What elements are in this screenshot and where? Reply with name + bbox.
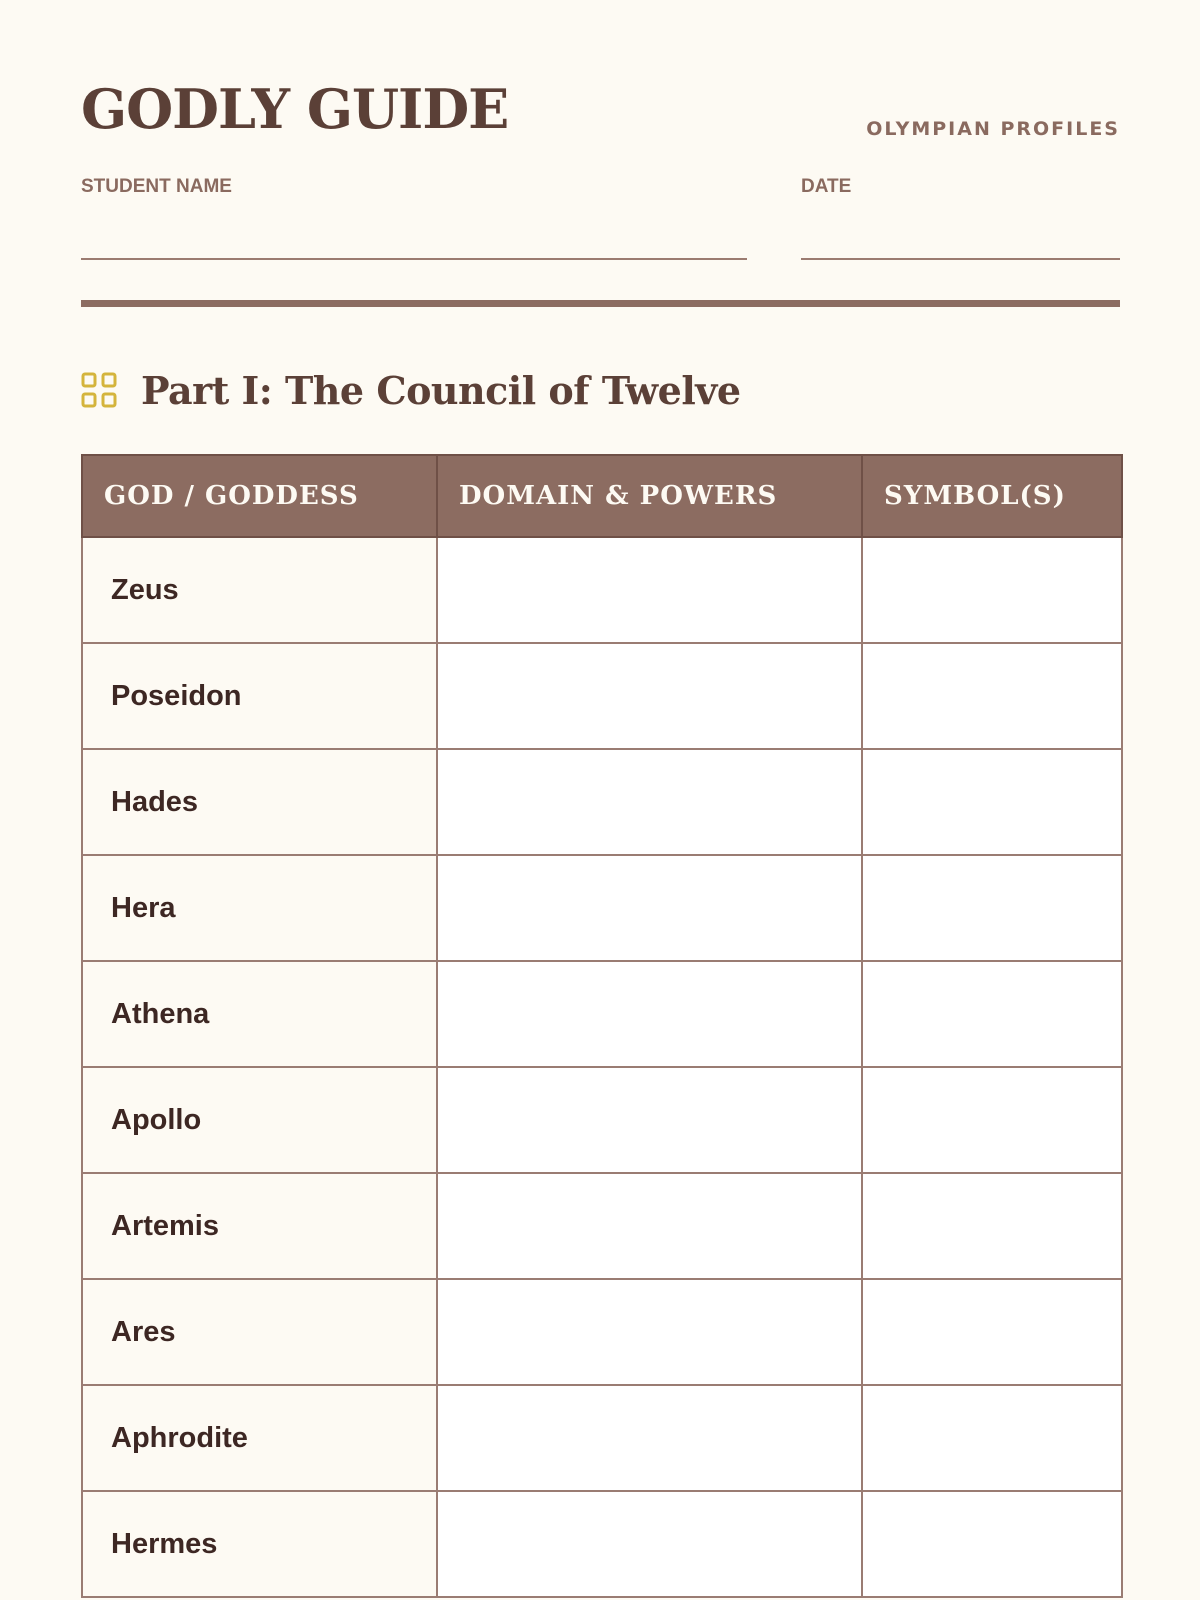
symbols-cell[interactable] — [862, 1173, 1122, 1279]
student-info-fields — [81, 176, 1120, 261]
table-row — [82, 537, 1122, 643]
worksheet-page — [81, 0, 1120, 1560]
god-name-cell: Hera — [82, 855, 437, 961]
table-row — [82, 749, 1122, 855]
date-label: DATE — [801, 176, 852, 197]
god-name-cell: Hades — [82, 749, 437, 855]
domain-cell[interactable] — [437, 537, 862, 643]
student-name-field[interactable] — [81, 176, 747, 198]
student-name-line[interactable] — [81, 258, 747, 260]
column-header-domain: DOMAIN & POWERS — [437, 455, 862, 537]
domain-cell[interactable] — [437, 855, 862, 961]
grid-icon — [81, 372, 117, 408]
symbols-cell[interactable] — [862, 855, 1122, 961]
domain-cell[interactable] — [437, 643, 862, 749]
domain-cell[interactable] — [437, 1385, 862, 1491]
domain-cell[interactable] — [437, 1491, 862, 1597]
table-row — [82, 1279, 1122, 1385]
page-title: GODLY GUIDE — [81, 77, 509, 141]
table-row — [82, 643, 1122, 749]
domain-cell[interactable] — [437, 749, 862, 855]
section-heading — [81, 362, 741, 418]
god-name-cell: Athena — [82, 961, 437, 1067]
column-header-god: GOD / GODDESS — [82, 455, 437, 537]
table-row — [82, 1067, 1122, 1173]
domain-cell[interactable] — [437, 961, 862, 1067]
god-name-cell: Artemis — [82, 1173, 437, 1279]
table-row — [82, 855, 1122, 961]
section-title: Part I: The Council of Twelve — [141, 367, 741, 413]
table-row — [82, 1173, 1122, 1279]
symbols-cell[interactable] — [862, 1279, 1122, 1385]
god-name-cell: Poseidon — [82, 643, 437, 749]
god-name-cell: Aphrodite — [82, 1385, 437, 1491]
table-header-row — [82, 455, 1122, 537]
table-row — [82, 1385, 1122, 1491]
domain-cell[interactable] — [437, 1173, 862, 1279]
column-header-symbols: SYMBOL(S) — [862, 455, 1122, 537]
date-line[interactable] — [801, 258, 1120, 260]
symbols-cell[interactable] — [862, 749, 1122, 855]
header-divider — [81, 300, 1120, 307]
symbols-cell[interactable] — [862, 1491, 1122, 1597]
symbols-cell[interactable] — [862, 537, 1122, 643]
table-row — [82, 1491, 1122, 1597]
header — [81, 0, 1120, 160]
table-row — [82, 961, 1122, 1067]
symbols-cell[interactable] — [862, 1385, 1122, 1491]
page-subtitle: OLYMPIAN PROFILES — [866, 118, 1120, 140]
gods-table — [81, 454, 1123, 1598]
domain-cell[interactable] — [437, 1067, 862, 1173]
god-name-cell: Hermes — [82, 1491, 437, 1597]
symbols-cell[interactable] — [862, 643, 1122, 749]
god-name-cell: Apollo — [82, 1067, 437, 1173]
symbols-cell[interactable] — [862, 1067, 1122, 1173]
god-name-cell: Zeus — [82, 537, 437, 643]
date-field[interactable] — [801, 176, 1120, 198]
student-name-label: STUDENT NAME — [81, 176, 232, 197]
god-name-cell: Ares — [82, 1279, 437, 1385]
domain-cell[interactable] — [437, 1279, 862, 1385]
symbols-cell[interactable] — [862, 961, 1122, 1067]
